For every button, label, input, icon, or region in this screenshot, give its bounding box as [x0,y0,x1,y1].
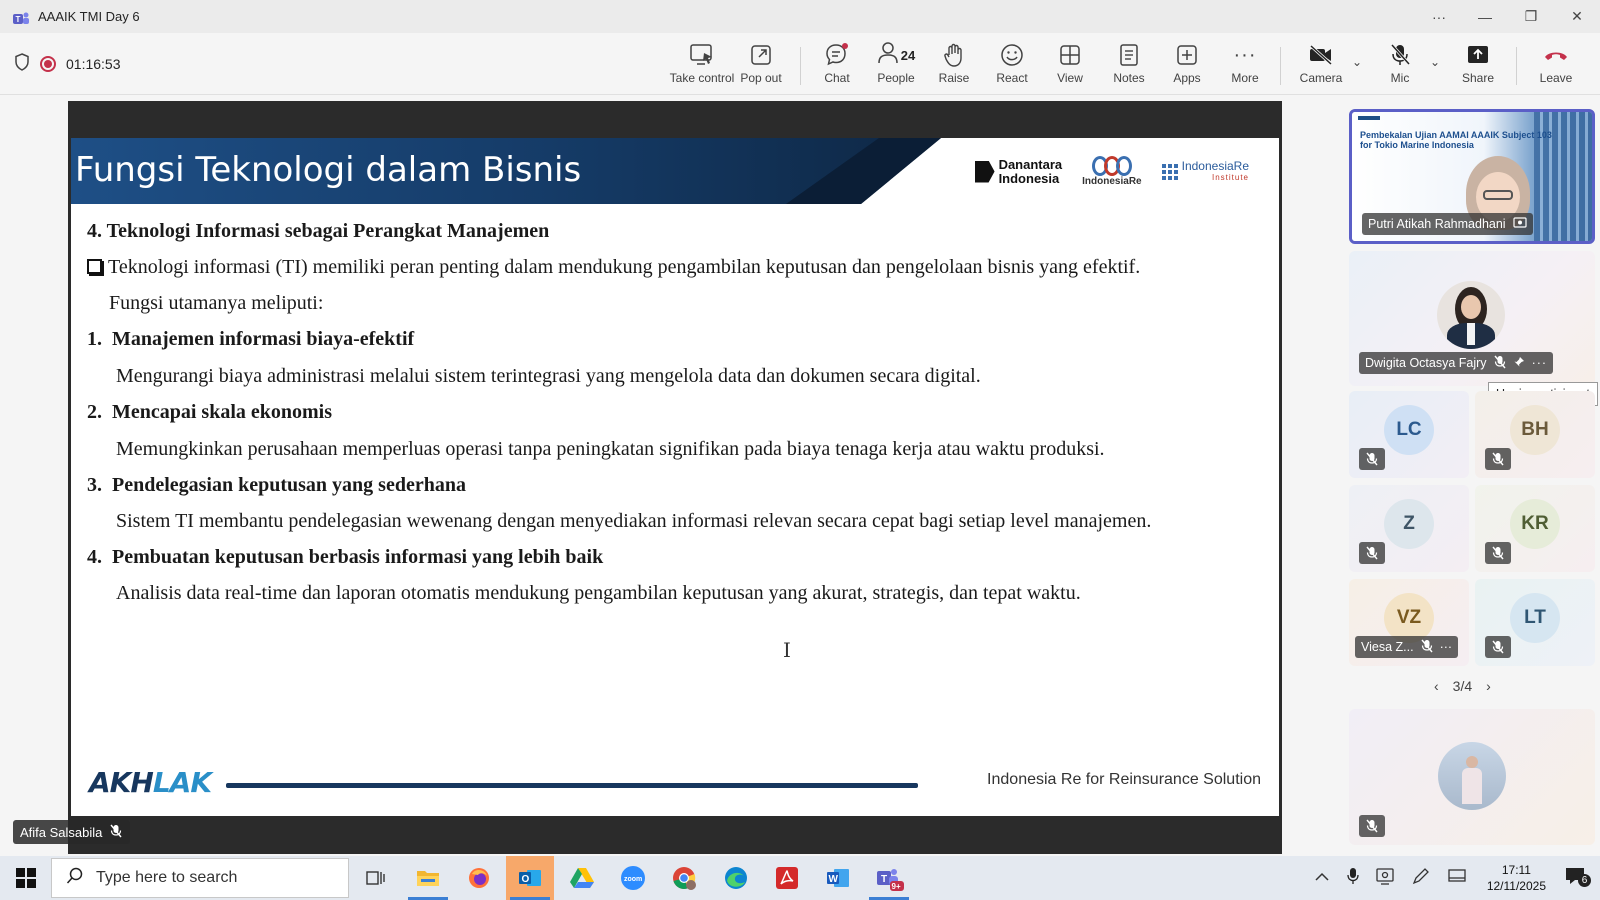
svg-text:W: W [828,874,838,885]
pen-icon[interactable] [1403,866,1439,891]
windows-taskbar [0,856,1600,900]
page-indicator: 3/4 [1452,678,1473,694]
edge-icon[interactable] [712,856,760,900]
chat-icon [824,41,850,69]
avatar [1438,742,1506,810]
camera-button[interactable]: Camera [1291,41,1351,91]
chevron-left-icon[interactable]: ‹ [1434,678,1439,694]
participant-name-tag: Viesa Z... ··· [1355,636,1458,658]
zoom-icon[interactable] [609,856,657,900]
shared-screen-stage [68,101,1282,854]
teams-badge: 9+ [891,882,901,891]
avatar [1437,281,1505,349]
list-item-desc: Memungkinkan perusahaan memperluas operasi tanpa peningkatan signifikan pada biaya tenaga kerja atau waktu produksi. [116,438,1105,460]
indonesiare-logo: IndonesiaRe [1082,156,1141,187]
people-button[interactable]: 24 People [866,41,926,91]
slide-title: Fungsi Teknologi dalam Bisnis [75,150,582,190]
acrobat-icon[interactable] [763,856,811,900]
file-explorer-icon[interactable] [404,856,452,900]
notes-button[interactable]: Notes [1099,41,1159,91]
task-view-icon[interactable] [352,856,400,900]
more-options-icon[interactable]: ··· [1432,8,1446,25]
list-item-desc: Mengurangi biaya administrasi melalui sistem terintegrasi yang mengelola data dan dokumen secara digital. [116,365,981,387]
bullet-intro: Teknologi informasi (TI) memiliki peran penting dalam mendukung pengambilan keputusan dan pengelolaan bisnis yang efektif. [87,256,1140,279]
participant-tile[interactable] [1475,391,1595,478]
pop-out-icon [749,41,773,69]
mic-muted-icon [1485,542,1511,564]
screen-share-icon [1513,217,1527,232]
share-button[interactable]: Share [1448,41,1508,91]
taskbar-clock[interactable]: 17:11 12/11/2025 [1486,863,1546,893]
participant-tile[interactable] [1475,485,1595,572]
participant-tile-pinned[interactable] [1349,251,1595,386]
list-item-title: 4. Pembuatan keputusan berbasis informasi yang lebih baik [87,546,604,568]
react-button[interactable]: React [982,41,1042,91]
mic-muted-icon [1359,542,1385,564]
google-drive-icon[interactable] [558,856,606,900]
participant-tile[interactable] [1349,485,1469,572]
list-item-title: 2. Mencapai skala ekonomis [87,401,333,423]
participant-pager [1434,678,1491,694]
pin-icon[interactable] [1513,356,1525,371]
leave-button[interactable]: Leave [1526,41,1586,91]
participant-tile-featured[interactable] [1349,109,1595,244]
avatar: LC [1384,405,1434,455]
take-control-button[interactable]: Take control [667,41,737,91]
people-count: 24 [900,47,916,63]
display-icon[interactable] [1439,867,1475,890]
avatar: VZ [1384,593,1434,643]
restore-button[interactable]: ❐ [1524,8,1538,24]
presentation-slide [71,138,1279,816]
search-icon [66,867,84,890]
meeting-timer: 01:16:53 [66,55,121,72]
svg-text:zoom: zoom [624,876,643,883]
screen-capture-icon[interactable] [1367,867,1403,890]
akhlak-logo: AKHLAK [89,766,212,799]
indonesiare-institute-logo: IndonesiaRe Institute [1162,161,1249,183]
participant-name-tag: Putri Atikah Rahmadhani [1362,213,1533,235]
svg-text:T: T [15,14,21,24]
svg-text:T: T [881,874,888,885]
apps-button[interactable]: Apps [1157,41,1217,91]
mic-muted-icon [1485,448,1511,470]
participant-tile[interactable] [1475,579,1595,666]
avatar: Z [1384,499,1434,549]
list-item-desc: Analisis data real-time dan laporan otomatis mendukung pengambilan keputusan yang akurat, strategis, dan tepat waktu. [116,582,1081,604]
checkbox-bullet-icon [87,259,102,274]
more-options-icon[interactable]: ··· [1531,356,1548,370]
participant-name-tag: Dwigita Octasya Fajry ··· [1359,352,1553,374]
notification-count: 6 [1578,874,1591,887]
mic-muted-icon [1359,448,1385,470]
mic-options-chevron-icon[interactable]: ⌄ [1430,55,1441,69]
list-item-title: 1. Manajemen informasi biaya-efektif [87,328,415,350]
share-screen-icon [1466,41,1490,69]
smile-icon [1000,41,1024,69]
participant-tile[interactable] [1349,579,1469,666]
view-button[interactable]: View [1040,41,1100,91]
avatar: BH [1510,405,1560,455]
mic-muted-icon [1485,636,1511,658]
chevron-right-icon[interactable]: › [1486,678,1491,694]
teams-taskbar-icon[interactable] [865,856,913,900]
participant-tile[interactable] [1349,391,1469,478]
meeting-toolbar [0,33,1600,95]
text-cursor-icon: I [783,638,791,662]
camera-options-chevron-icon[interactable]: ⌄ [1352,55,1363,69]
shared-slide-title: Pembekalan Ujian AAMAI AAAIK Subject 103 for Tokio Marine Indonesia [1360,130,1552,150]
close-button[interactable]: ✕ [1571,8,1583,24]
camera-off-icon [1308,41,1334,69]
hang-up-icon [1543,41,1569,69]
mic-button[interactable]: Mic [1370,41,1430,91]
more-icon: ··· [1233,43,1257,66]
mic-muted-icon [1421,639,1433,656]
pop-out-button[interactable]: Pop out [731,41,791,91]
word-icon[interactable] [814,856,862,900]
footer-divider [226,783,918,788]
danantara-logo: Danantara Indonesia [975,158,1063,186]
firefox-icon[interactable] [455,856,503,900]
outlook-icon[interactable] [506,856,554,900]
add-app-icon [1176,41,1198,69]
chrome-icon[interactable] [660,856,708,900]
take-control-icon [689,41,715,69]
slide-heading: 4. Teknologi Informasi sebagai Perangkat Manajemen [87,220,550,242]
more-options-icon[interactable]: ··· [1439,640,1453,654]
mic-muted-icon [110,824,122,841]
windows-start-icon[interactable] [16,868,36,888]
people-icon [877,41,899,70]
shield-icon [14,53,30,74]
self-view-tile[interactable] [1349,709,1595,845]
more-button[interactable]: ··· More [1215,41,1275,91]
hand-icon [943,41,965,69]
taskbar-search-input[interactable]: Type here to search [51,858,349,898]
list-item-desc: Sistem TI membantu pendelegasian wewenang dengan menyediakan informasi relevan secara cepat bagi setiap level manajemen. [116,510,1152,532]
teams-icon [12,10,28,24]
recording-icon [40,56,56,72]
notification-icon[interactable] [1558,866,1600,891]
chat-button[interactable]: Chat [807,41,867,91]
mic-muted-icon [1359,815,1385,837]
svg-text:O: O [521,874,530,885]
grid-view-icon [1059,41,1081,69]
list-item-title: 3. Pendelegasian keputusan yang sederhana [87,474,466,496]
microphone-icon[interactable] [1339,867,1367,890]
raise-hand-button[interactable]: Raise [924,41,984,91]
footer-text: Indonesia Re for Reinsurance Solution [987,771,1261,788]
presenter-name-tag: Afifa Salsabila [13,820,130,844]
mic-muted-icon [1494,355,1506,372]
avatar: KR [1510,499,1560,549]
title-bar [0,0,1600,33]
slide-header [71,138,1279,204]
mic-off-icon [1389,41,1411,69]
notes-icon [1119,41,1139,69]
slide-footer [71,766,1279,806]
bullet-continuation: Fungsi utamanya meliputi: [109,292,324,314]
window-title: AAAIK TMI Day 6 [38,9,140,24]
system-tray [1305,856,1600,900]
avatar: LT [1510,593,1560,643]
minimize-button[interactable]: — [1478,8,1492,25]
chevron-up-icon[interactable] [1305,869,1339,887]
